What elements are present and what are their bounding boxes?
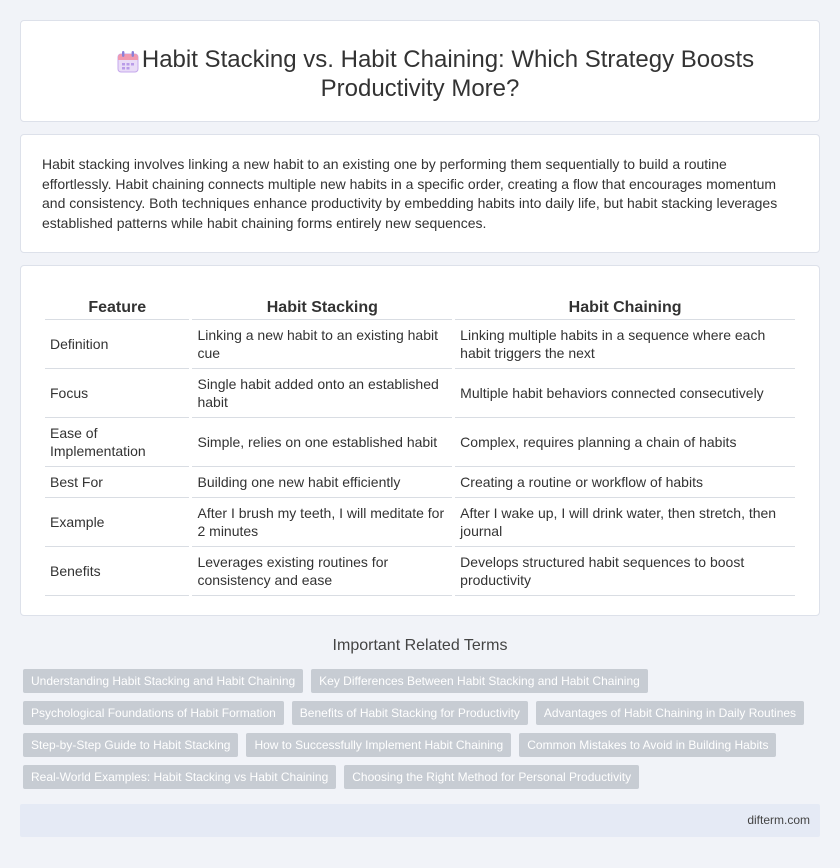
table-cell: Develops structured habit sequences to boost productivity <box>455 547 795 596</box>
related-terms-list <box>23 669 823 797</box>
table-cell: Leverages existing routines for consistency and ease <box>192 547 452 596</box>
table-cell: Linking a new habit to an existing habit cue <box>192 320 452 369</box>
table-cell: Building one new habit efficiently <box>192 467 452 498</box>
table-cell: Ease of Implementation <box>45 418 189 467</box>
column-header: Habit Chaining <box>455 295 795 320</box>
related-term-tag[interactable]: How to Successfully Implement Habit Chaining <box>246 733 511 757</box>
table-row <box>45 547 795 596</box>
page-title <box>21 45 819 103</box>
comparison-card <box>20 265 820 616</box>
table-cell: Best For <box>45 467 189 498</box>
table-cell: After I wake up, I will drink water, then stretch, then journal <box>455 498 795 547</box>
column-header: Habit Stacking <box>192 295 452 320</box>
column-header: Feature <box>45 295 189 320</box>
table-cell: Benefits <box>45 547 189 596</box>
related-term-tag[interactable]: Understanding Habit Stacking and Habit Chaining <box>23 669 303 693</box>
table-row <box>45 369 795 418</box>
table-cell: Complex, requires planning a chain of habits <box>455 418 795 467</box>
related-terms-title: Important Related Terms <box>332 637 508 654</box>
table-row <box>45 418 795 467</box>
table-header-row <box>45 295 795 320</box>
table-cell: Example <box>45 498 189 547</box>
related-term-tag[interactable]: Step-by-Step Guide to Habit Stacking <box>23 733 238 757</box>
site-link[interactable]: difterm.com <box>747 813 810 827</box>
table-cell: Multiple habit behaviors connected consecutively <box>455 369 795 418</box>
related-term-tag[interactable]: Psychological Foundations of Habit Formation <box>23 701 284 725</box>
related-term-tag[interactable]: Benefits of Habit Stacking for Productivity <box>292 701 528 725</box>
page-title-line-2: Productivity More? <box>320 75 520 102</box>
table-cell: Linking multiple habits in a sequence where each habit triggers the next <box>455 320 795 369</box>
table-row <box>45 467 795 498</box>
related-term-tag[interactable]: Advantages of Habit Chaining in Daily Routines <box>536 701 804 725</box>
table-cell: After I brush my teeth, I will meditate for 2 minutes <box>192 498 452 547</box>
related-term-tag[interactable]: Common Mistakes to Avoid in Building Habits <box>519 733 776 757</box>
table-cell: Creating a routine or workflow of habits <box>455 467 795 498</box>
related-term-tag[interactable]: Choosing the Right Method for Personal Productivity <box>344 765 639 789</box>
related-term-tag[interactable]: Real-World Examples: Habit Stacking vs Habit Chaining <box>23 765 336 789</box>
table-row <box>45 320 795 369</box>
footer <box>20 804 820 837</box>
table-cell: Single habit added onto an established habit <box>192 369 452 418</box>
header-card <box>20 20 820 122</box>
table-row <box>45 498 795 547</box>
intro-card <box>20 134 820 253</box>
related-term-tag[interactable]: Key Differences Between Habit Stacking and Habit Chaining <box>311 669 648 693</box>
table-cell: Focus <box>45 369 189 418</box>
comparison-table <box>42 295 798 596</box>
intro-text: Habit stacking involves linking a new habit to an existing one by performing them sequentially to build a routine effortlessly. Habit chaining connects multiple new habits in a specific order, creating a flow that encourages momentum and consistency. Both techniques enhance productivity by embedding habits into daily life, but habit stacking leverages established patterns while habit chaining forms entirely new sequences. <box>42 156 778 231</box>
table-cell: Definition <box>45 320 189 369</box>
table-cell: Simple, relies on one established habit <box>192 418 452 467</box>
page-title-line-1: Habit Stacking vs. Habit Chaining: Which Strategy Boosts <box>141 46 755 73</box>
